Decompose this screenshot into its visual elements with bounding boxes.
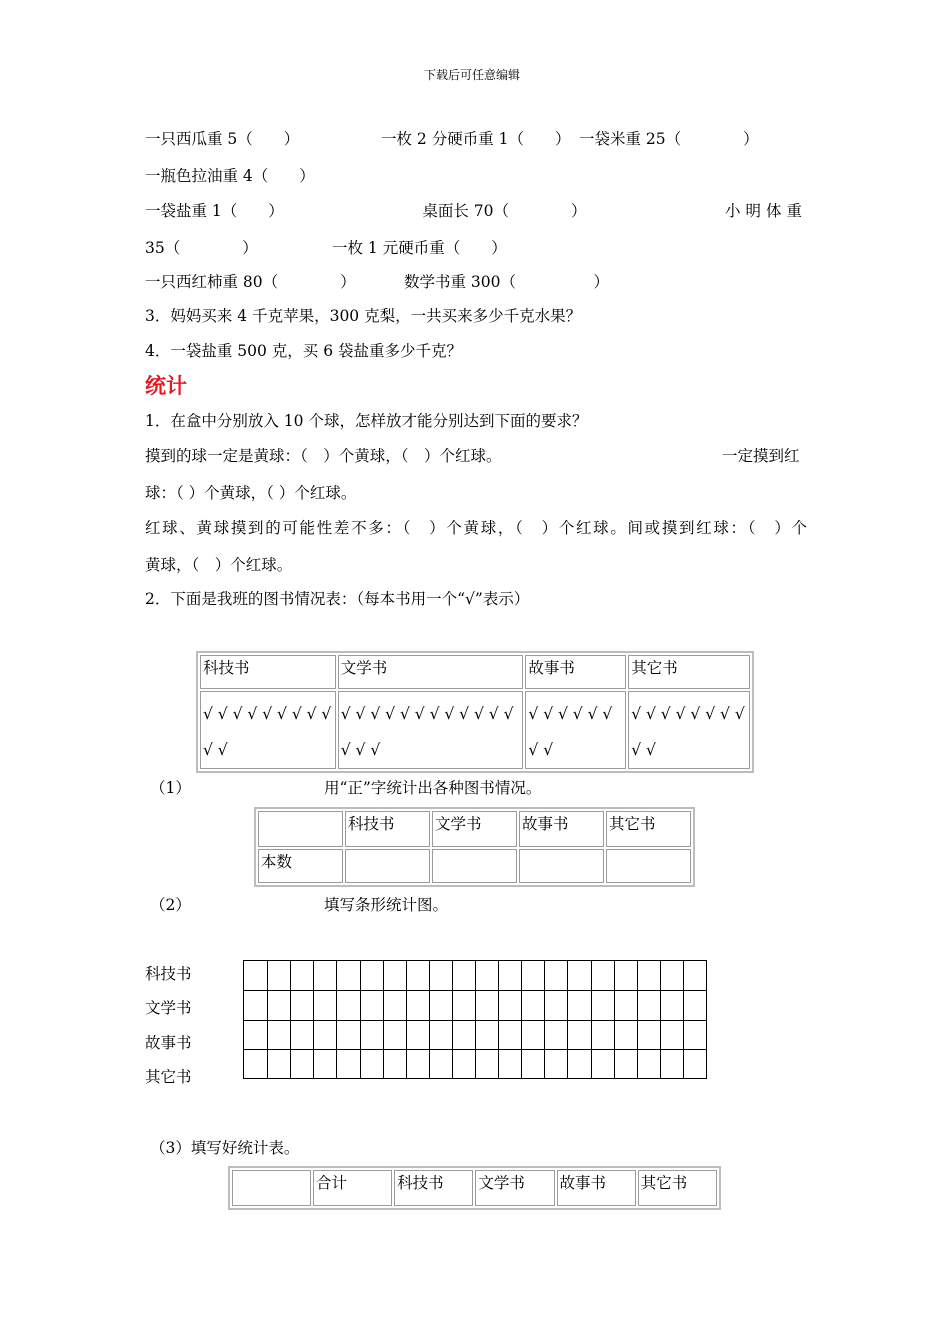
summary-table	[228, 1166, 721, 1210]
book-table-header-row	[200, 655, 750, 689]
grid-row-line	[244, 990, 706, 991]
question-salt-bag: 一袋盐重 1（ ）	[145, 202, 284, 220]
count-header-other: 其它书	[606, 811, 691, 847]
grid-row-line	[244, 1020, 706, 1021]
summary-header-science: 科技书	[394, 1170, 473, 1206]
q1-number: （1）	[150, 779, 191, 797]
count-header-blank	[258, 811, 343, 847]
book-check-table	[196, 651, 754, 773]
q2-text: 填写条形统计图。	[324, 896, 449, 914]
count-cell-science[interactable]	[345, 849, 430, 883]
question-weight-continued: 35（ ）	[145, 239, 258, 257]
q1-text: 用“正”字统计出各种图书情况。	[324, 779, 542, 797]
q2-number: （2）	[150, 896, 191, 914]
summary-table-row	[232, 1170, 717, 1206]
question-1yuan-coin: 一枚 1 元硬币重（ ）	[332, 239, 507, 257]
page-header: 下载后可任意编辑	[424, 68, 521, 82]
summary-header-story: 故事书	[557, 1170, 636, 1206]
bar-chart-grid[interactable]	[243, 960, 707, 1079]
stat-line-occasional: 黄球，（ ）个红球。	[145, 556, 293, 574]
count-row-label: 本数	[258, 849, 343, 883]
question-desk-length: 桌面长 70（ ）	[422, 202, 587, 220]
stat-line-red-start: 一定摸到红	[722, 447, 800, 465]
grid-row-line	[244, 1049, 706, 1050]
stat-line-red-ball: 球：（ ）个黄球，（ ）个红球。	[145, 484, 357, 502]
summary-header-other: 其它书	[638, 1170, 717, 1206]
header-story: 故事书	[525, 655, 626, 689]
summary-header-total: 合计	[313, 1170, 392, 1206]
question-watermelon: 一只西瓜重 5（ ）	[145, 130, 300, 148]
question-tomato: 一只西红柿重 80（ ）	[145, 273, 356, 291]
count-cell-literature[interactable]	[432, 849, 517, 883]
header-literature: 文学书	[338, 655, 524, 689]
header-other: 其它书	[628, 655, 750, 689]
question-3-fruit: 3．妈妈买来 4 千克苹果，300 克梨，一共买来多少千克水果？	[145, 307, 582, 325]
section-title: 统计	[145, 373, 187, 398]
checks-science: √ √ √ √ √ √ √ √ √ √ √	[200, 691, 336, 769]
header-science: 科技书	[200, 655, 336, 689]
count-cell-other[interactable]	[606, 849, 691, 883]
question-rice-bag: 一袋米重 25（ ）	[579, 130, 759, 148]
question-math-book: 数学书重 300（ ）	[404, 273, 610, 291]
book-table-check-row	[200, 691, 750, 769]
count-table-header-row	[258, 811, 691, 847]
stat-question-1: 1．在盒中分别放入 10 个球，怎样放才能分别达到下面的要求？	[145, 412, 588, 430]
summary-header-literature: 文学书	[475, 1170, 554, 1206]
grid-label-other: 其它书	[145, 1068, 192, 1086]
question-2fen-coin: 一枚 2 分硬币重 1（ ）	[381, 130, 571, 148]
stat-line-equal: 红球、黄球摸到的可能性差不多：（ ）个黄球，（ ）个红球。间或摸到红球：（ ）个	[145, 519, 807, 537]
count-header-science: 科技书	[345, 811, 430, 847]
stat-question-2: 2．下面是我班的图书情况表：（每本书用一个“√”表示）	[145, 590, 530, 608]
grid-label-literature: 文学书	[145, 999, 192, 1017]
checks-other: √ √ √ √ √ √ √ √ √ √	[628, 691, 750, 769]
question-salad-oil: 一瓶色拉油重 4（ ）	[145, 167, 315, 185]
count-header-story: 故事书	[519, 811, 604, 847]
count-header-literature: 文学书	[432, 811, 517, 847]
checks-literature: √ √ √ √ √ √ √ √ √ √ √ √ √ √ √	[338, 691, 524, 769]
grid-label-science: 科技书	[145, 965, 192, 983]
grid-label-story: 故事书	[145, 1034, 192, 1052]
count-table	[254, 807, 695, 887]
count-cell-story[interactable]	[519, 849, 604, 883]
q3-text: （3）填写好统计表。	[150, 1139, 300, 1157]
checks-story: √ √ √ √ √ √ √ √	[525, 691, 626, 769]
summary-header-blank	[232, 1170, 311, 1206]
justified-line-salt	[145, 199, 807, 221]
count-table-row	[258, 849, 691, 883]
question-4-salt: 4．一袋盐重 500 克，买 6 袋盐重多少千克？	[145, 342, 463, 360]
question-xiaoming-weight: 小明体重	[724, 202, 807, 220]
stat-line-yellow: 摸到的球一定是黄球：（ ）个黄球，（ ）个红球。	[145, 447, 502, 465]
